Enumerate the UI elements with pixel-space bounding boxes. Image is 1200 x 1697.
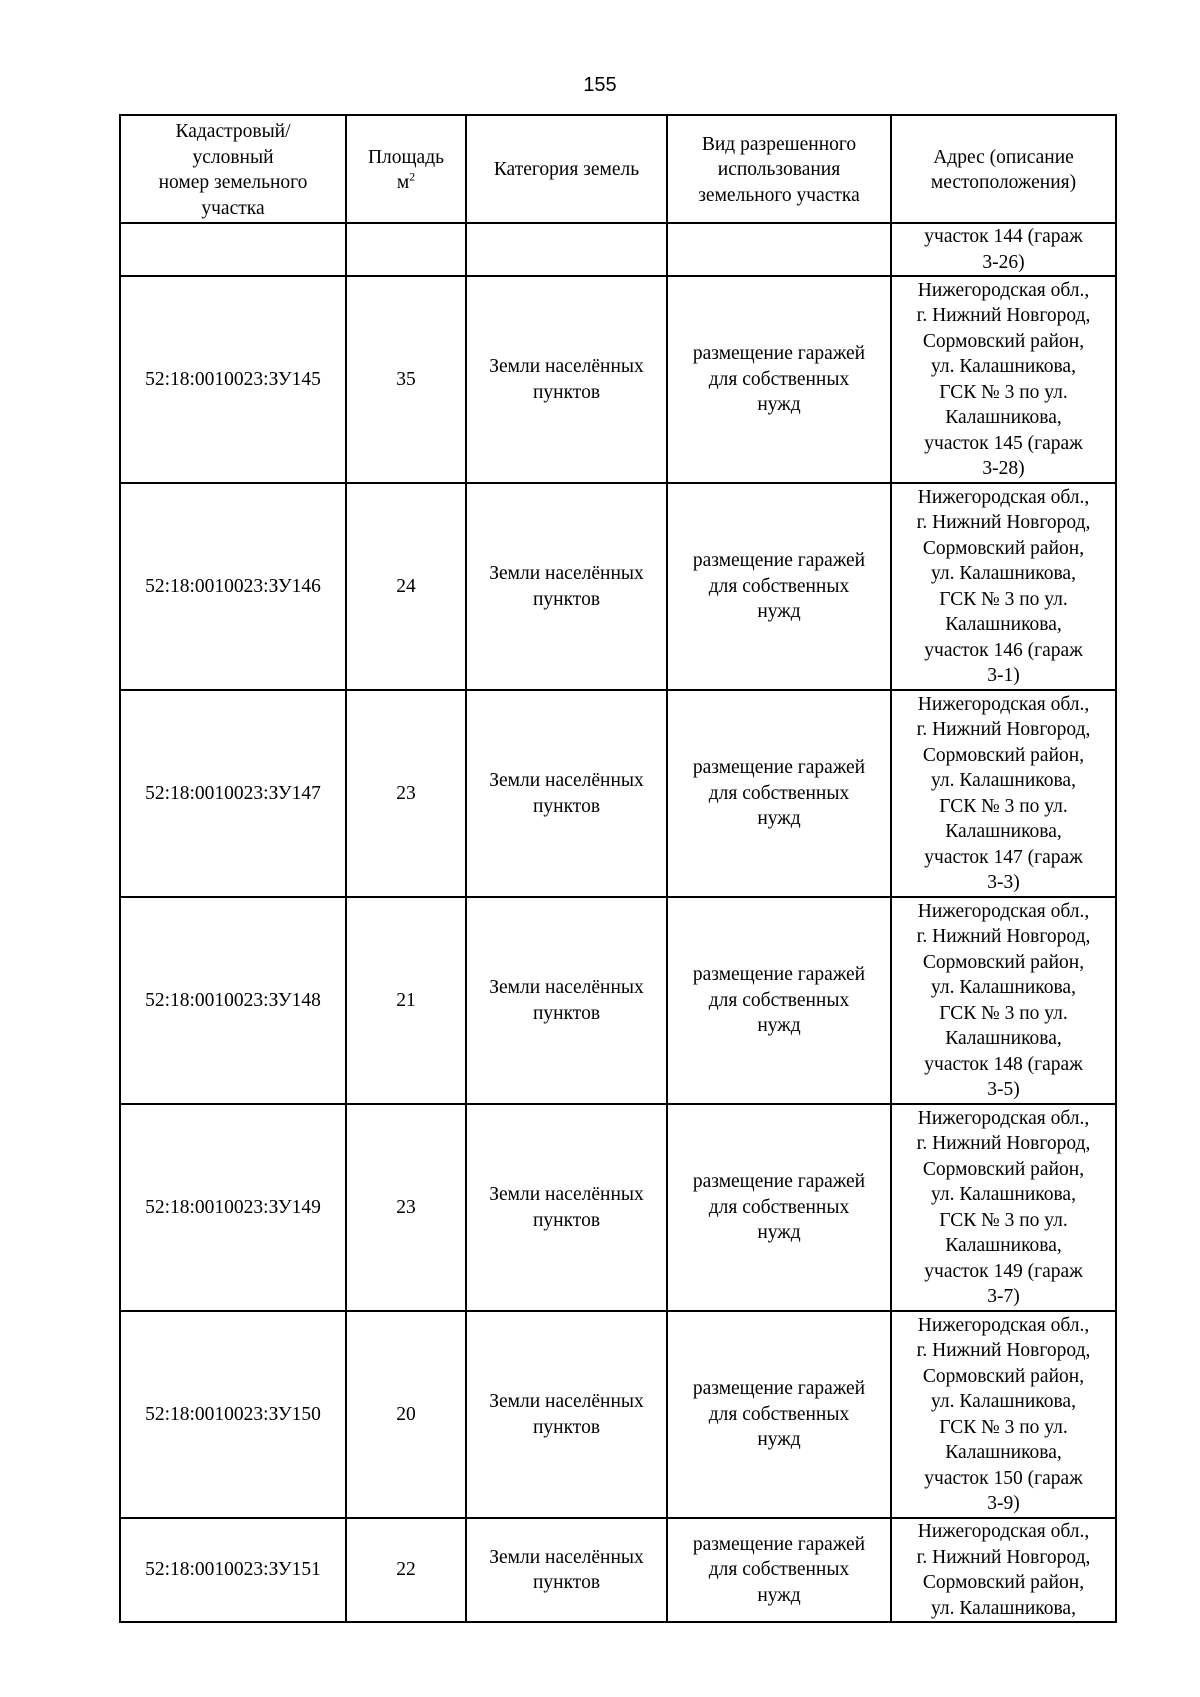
cell-category: Земли населённых пунктов: [466, 276, 667, 483]
table-row: [120, 690, 1116, 897]
cell-category: Земли населённых пунктов: [466, 1311, 667, 1518]
cell-address: участок 144 (гараж 3-26): [891, 223, 1116, 276]
cell-cadastral: 52:18:0010023:ЗУ147: [120, 690, 346, 897]
header-category: Категория земель: [466, 115, 667, 223]
table-row: [120, 1518, 1116, 1622]
cell-category: [466, 223, 667, 276]
cell-usage: размещение гаражей для собственных нужд: [667, 1311, 891, 1518]
cell-category: Земли населённых пунктов: [466, 897, 667, 1104]
page-number: 155: [583, 74, 617, 96]
cell-category: Земли населённых пунктов: [466, 483, 667, 690]
cell-usage: размещение гаражей для собственных нужд: [667, 276, 891, 483]
land-plots-table: [119, 114, 1117, 1623]
cell-cadastral: 52:18:0010023:ЗУ146: [120, 483, 346, 690]
cell-address: Нижегородская обл., г. Нижний Новгород, Сормовский район, ул. Калашникова,: [891, 1518, 1116, 1622]
cell-cadastral: 52:18:0010023:ЗУ150: [120, 1311, 346, 1518]
table-row: [120, 1104, 1116, 1311]
table-row: [120, 897, 1116, 1104]
cell-usage: размещение гаражей для собственных нужд: [667, 690, 891, 897]
cell-area: 21: [346, 897, 466, 1104]
cell-area: 23: [346, 690, 466, 897]
cell-area: 35: [346, 276, 466, 483]
cell-usage: размещение гаражей для собственных нужд: [667, 483, 891, 690]
cell-cadastral: [120, 223, 346, 276]
cell-address: Нижегородская обл., г. Нижний Новгород, Сормовский район, ул. Калашникова, ГСК № 3 по ул. Калашникова, участок 147 (гараж 3-3): [891, 690, 1116, 897]
cell-area: 22: [346, 1518, 466, 1622]
header-usage: Вид разрешенного использования земельного участка: [667, 115, 891, 223]
cell-address: Нижегородская обл., г. Нижний Новгород, Сормовский район, ул. Калашникова, ГСК № 3 по ул. Калашникова, участок 145 (гараж 3-28): [891, 276, 1116, 483]
cell-cadastral: 52:18:0010023:ЗУ149: [120, 1104, 346, 1311]
cell-category: Земли населённых пунктов: [466, 1104, 667, 1311]
cell-category: Земли населённых пунктов: [466, 1518, 667, 1622]
cell-address: Нижегородская обл., г. Нижний Новгород, Сормовский район, ул. Калашникова, ГСК № 3 по ул. Калашникова, участок 150 (гараж 3-9): [891, 1311, 1116, 1518]
cell-area: [346, 223, 466, 276]
cell-cadastral: 52:18:0010023:ЗУ145: [120, 276, 346, 483]
header-address: Адрес (описание местоположения): [891, 115, 1116, 223]
cell-area: 24: [346, 483, 466, 690]
cell-area: 20: [346, 1311, 466, 1518]
cell-address: Нижегородская обл., г. Нижний Новгород, Сормовский район, ул. Калашникова, ГСК № 3 по ул. Калашникова, участок 148 (гараж 3-5): [891, 897, 1116, 1104]
cell-address: Нижегородская обл., г. Нижний Новгород, Сормовский район, ул. Калашникова, ГСК № 3 по ул. Калашникова, участок 146 (гараж 3-1): [891, 483, 1116, 690]
cell-category: Земли населённых пунктов: [466, 690, 667, 897]
header-cadastral: Кадастровый/ условный номер земельного участка: [120, 115, 346, 223]
header-area: Площадь $м^2$: [346, 115, 466, 223]
cell-usage: размещение гаражей для собственных нужд: [667, 1518, 891, 1622]
table-row: [120, 1311, 1116, 1518]
cell-cadastral: 52:18:0010023:ЗУ148: [120, 897, 346, 1104]
cell-address: Нижегородская обл., г. Нижний Новгород, Сормовский район, ул. Калашникова, ГСК № 3 по ул. Калашникова, участок 149 (гараж 3-7): [891, 1104, 1116, 1311]
table-row: [120, 483, 1116, 690]
table-header-row: [120, 115, 1116, 223]
cell-area: 23: [346, 1104, 466, 1311]
table-row-continuation: [120, 223, 1116, 276]
cell-usage: размещение гаражей для собственных нужд: [667, 1104, 891, 1311]
cell-usage: [667, 223, 891, 276]
table-row: [120, 276, 1116, 483]
cell-cadastral: 52:18:0010023:ЗУ151: [120, 1518, 346, 1622]
cell-usage: размещение гаражей для собственных нужд: [667, 897, 891, 1104]
